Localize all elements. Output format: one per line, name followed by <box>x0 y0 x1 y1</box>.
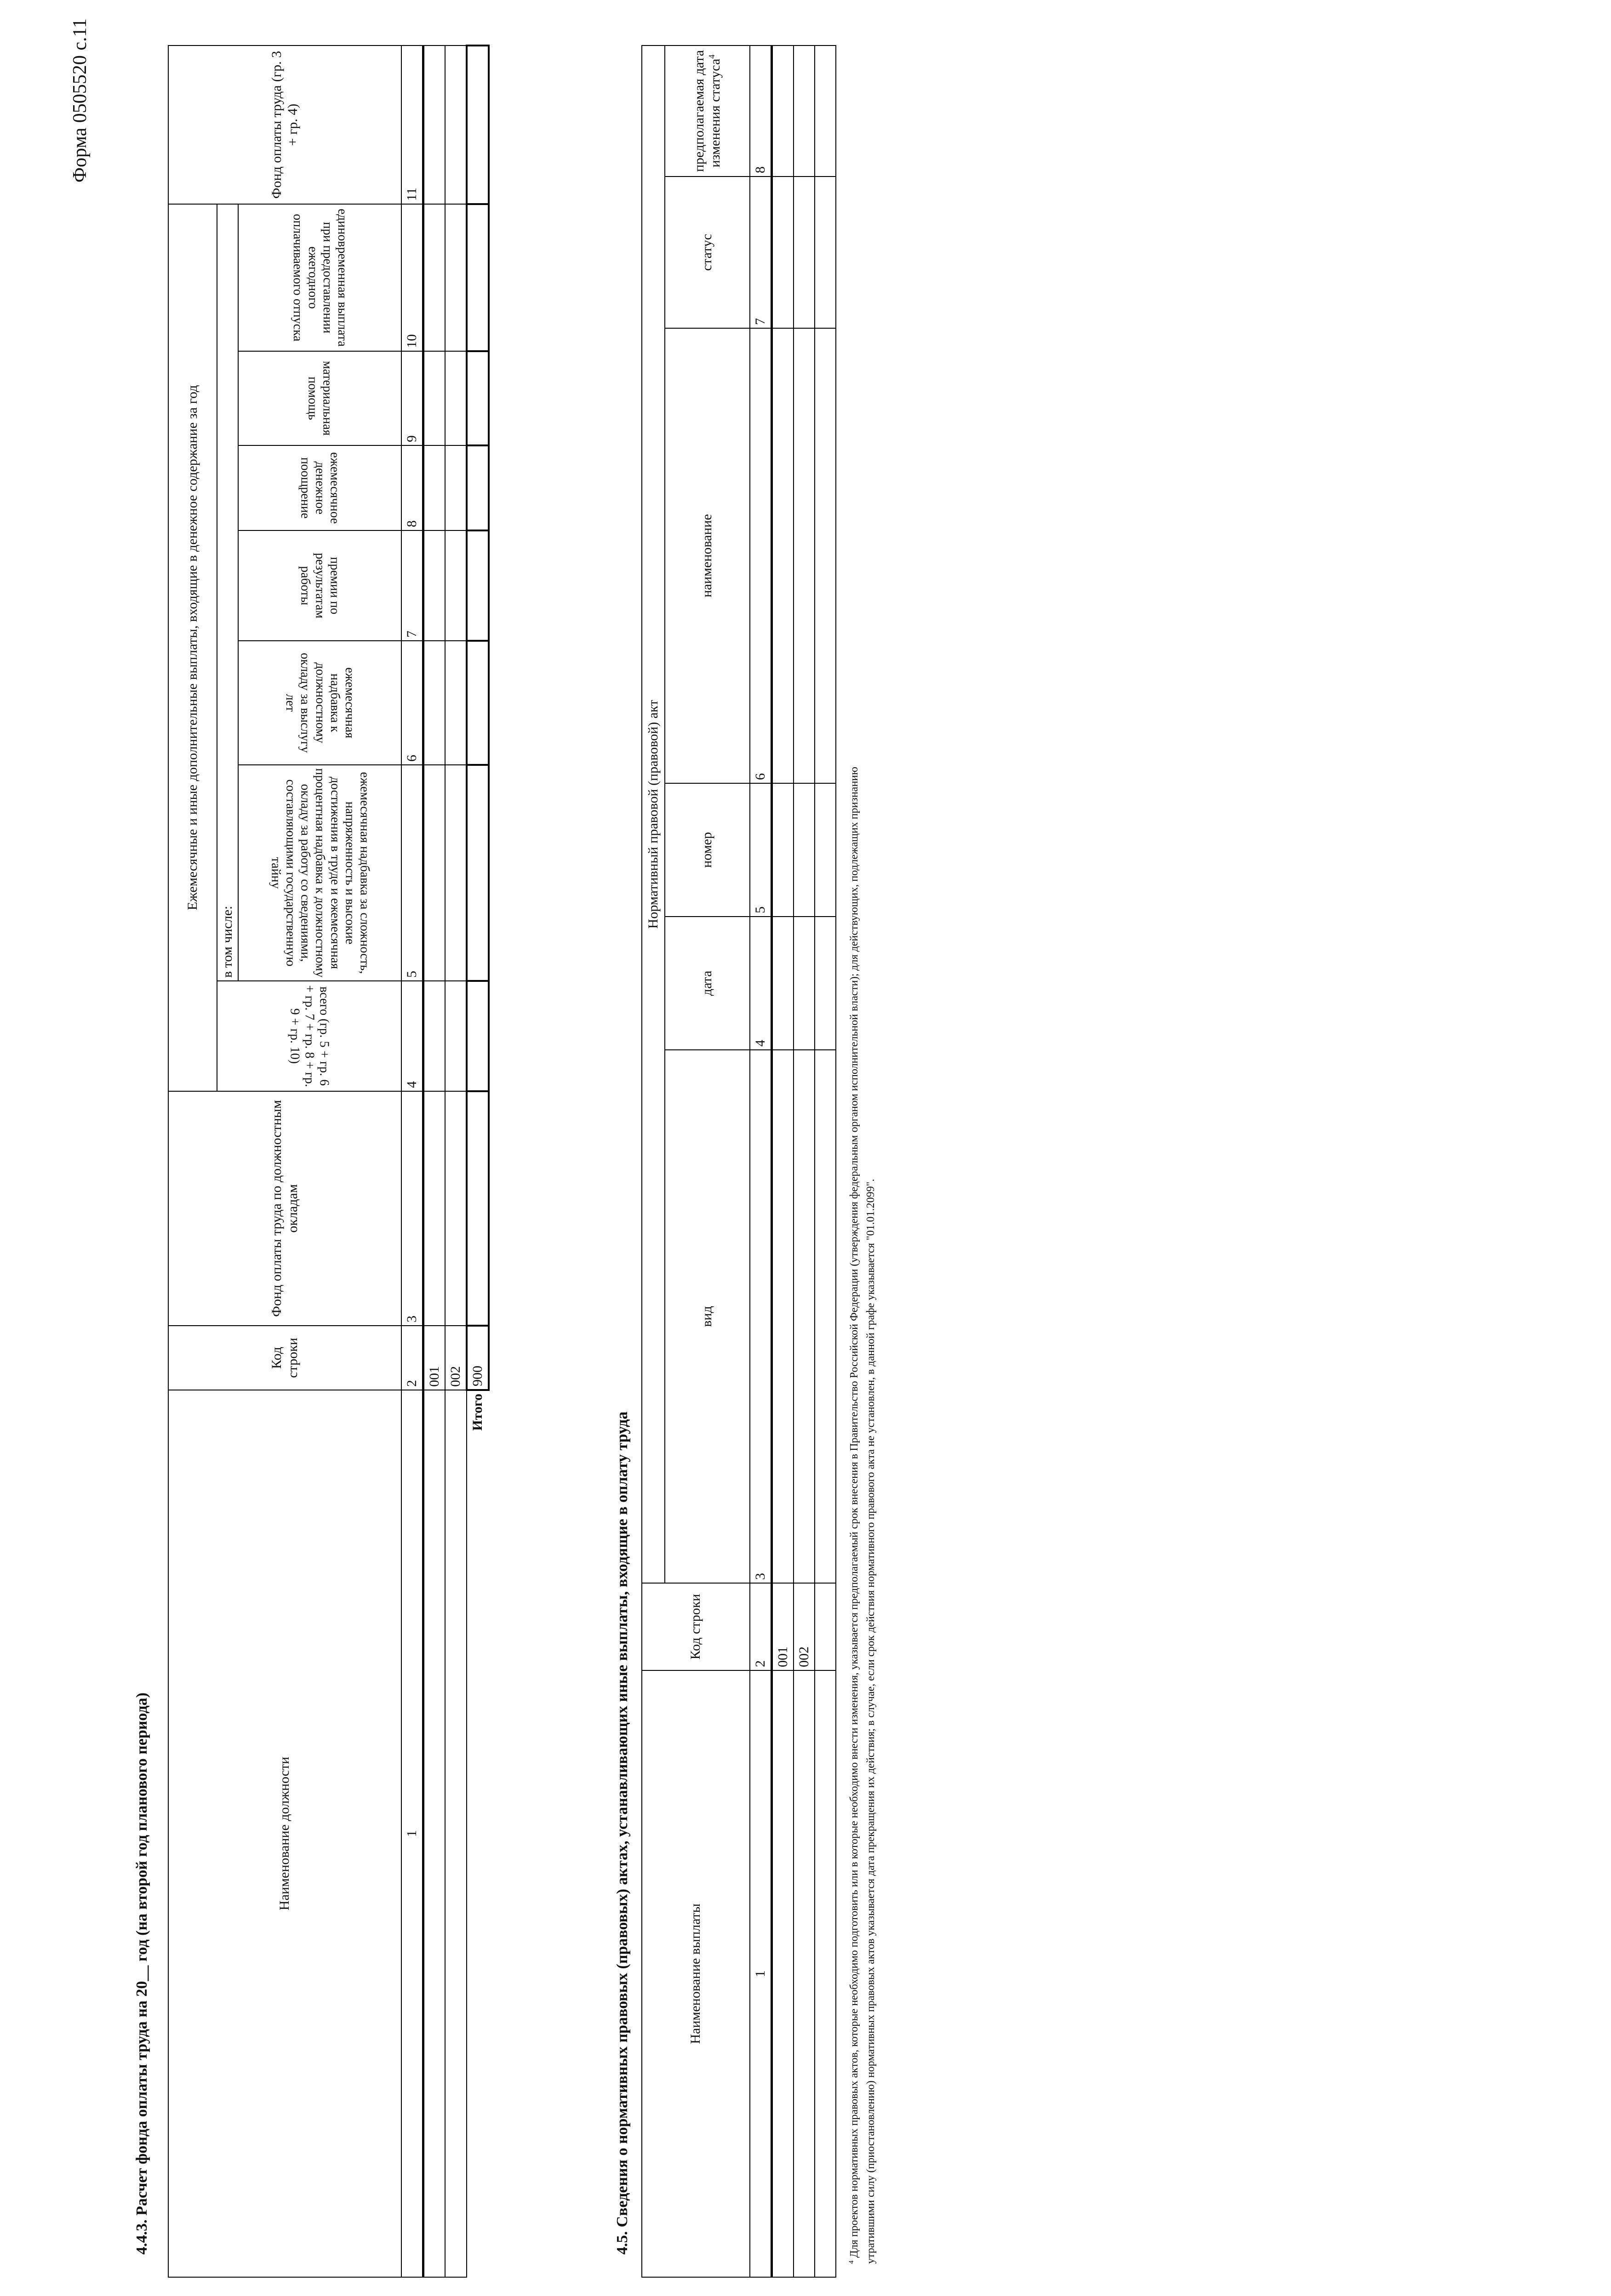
cell[interactable] <box>445 445 467 530</box>
cell[interactable] <box>794 46 815 177</box>
header-row-1 <box>642 46 665 2277</box>
column-numbers-row <box>401 46 423 2277</box>
cell[interactable] <box>423 445 446 530</box>
cell[interactable] <box>445 641 467 765</box>
colnum: 5 <box>401 765 423 981</box>
cell[interactable] <box>445 981 467 1091</box>
colnum: 7 <box>750 177 772 328</box>
footnote-mark: 4 <box>848 2260 855 2264</box>
cell[interactable] <box>794 783 815 917</box>
header-salary-fund-rates: Фонд оплаты труда по должностным окладам <box>168 1091 401 1326</box>
form-code: Форма 0505520 с.11 <box>69 18 91 183</box>
colnum: 4 <box>401 981 423 1091</box>
header-col6-text: ежемесячная надбавка к должностному окладу за выслугу лет <box>283 653 357 753</box>
header-row-code: Код строки <box>642 1583 750 1670</box>
header-row-code: Код строки <box>168 1326 401 1390</box>
cell[interactable] <box>423 641 446 765</box>
colnum: 3 <box>750 1050 772 1583</box>
cell[interactable] <box>467 351 489 445</box>
header-col10-text: единовременная выплата при предоставлении ежегодного оплачиваемого отпуска <box>291 208 349 347</box>
cell-payment-name[interactable] <box>794 1670 815 2277</box>
total-row <box>467 46 489 2277</box>
cell[interactable] <box>794 328 815 783</box>
cell-position[interactable] <box>445 1390 467 2277</box>
colnum: 9 <box>401 351 423 445</box>
header-col8 <box>238 445 401 530</box>
table-row <box>794 46 815 2277</box>
header-col10 <box>238 204 401 351</box>
cell[interactable] <box>445 765 467 981</box>
total-label: Итого <box>470 1394 486 1431</box>
cell[interactable] <box>467 765 489 981</box>
header-number: номер <box>665 783 750 917</box>
colnum: 5 <box>750 783 772 917</box>
cell[interactable] <box>423 46 446 204</box>
colnum: 8 <box>401 445 423 530</box>
header-date: дата <box>665 917 750 1050</box>
header-total-text: всего (гр. 5 + гр. 6 + гр. 7 + гр. 8 + гр. 9 + гр. 10) <box>287 985 331 1087</box>
cell[interactable] <box>445 351 467 445</box>
colnum: 4 <box>750 917 772 1050</box>
cell[interactable] <box>467 641 489 765</box>
cell[interactable] <box>772 177 794 328</box>
header-col5-text: ежемесячная надбавка за сложность, напряженность и высокие достижения в труде и ежемесячная процентная надбавка к должностному окладу за работу со сведениями, составляющими государственную тайну <box>268 768 371 978</box>
cell[interactable] <box>772 917 794 1050</box>
footnote-ref: 4 <box>707 54 716 59</box>
colnum: 10 <box>401 204 423 351</box>
cell[interactable] <box>467 46 489 204</box>
cell[interactable] <box>423 1091 446 1326</box>
header-including: в том числе: <box>217 204 238 981</box>
cell[interactable] <box>815 1670 836 2277</box>
header-position-name: Наименование должности <box>168 1390 401 2277</box>
cell-position[interactable] <box>423 1390 446 2277</box>
cell[interactable] <box>794 177 815 328</box>
header-status-change-date <box>665 46 750 177</box>
header-status: статус <box>665 177 750 328</box>
header-payment-name: Наименование выплаты <box>642 1670 750 2277</box>
cell[interactable] <box>815 783 836 917</box>
footnote-text-2: утратившими силу (приостановлению) нормативных правовых актов указывается дата прекращения их действия; в случае, если срок действия нормативного правового акта не установлен, в данной графе указывается "01.01.2099". <box>865 1179 877 2264</box>
colnum: 8 <box>750 46 772 177</box>
cell-payment-name[interactable] <box>772 1670 794 2277</box>
header-col7 <box>238 530 401 641</box>
header-col7-text: премии по результатам работы <box>298 553 342 619</box>
header-row-1 <box>168 46 217 2277</box>
header-name: наименование <box>665 328 750 783</box>
cell[interactable] <box>423 981 446 1091</box>
cell-row-code: 002 <box>445 1326 467 1390</box>
cell-row-code: 002 <box>794 1583 815 1670</box>
header-monthly-group: Ежемесячные и иные дополнительные выплаты, входящие в денежное содержание за год <box>168 204 217 1091</box>
cell[interactable] <box>445 1091 467 1326</box>
cell[interactable] <box>772 46 794 177</box>
footnote-line-2 <box>863 57 879 2264</box>
header-total <box>217 981 401 1091</box>
table-row <box>445 46 467 2277</box>
cell[interactable] <box>423 765 446 981</box>
header-act-group: Нормативный правовой (правовой) акт <box>642 46 665 1583</box>
header-col9-text: материальная помощь <box>305 361 335 436</box>
cell[interactable] <box>445 204 467 351</box>
footnote <box>846 57 879 2264</box>
colnum: 6 <box>401 641 423 765</box>
cell[interactable] <box>423 204 446 351</box>
header-col8-text: ежемесячное денежное поощрение <box>298 452 342 524</box>
footnote-line-1 <box>846 57 863 2264</box>
header-status-change-date-text: предполагаемая дата изменения статуса <box>691 50 723 172</box>
cell[interactable] <box>815 328 836 783</box>
cell[interactable] <box>467 1091 489 1326</box>
cell[interactable] <box>815 1050 836 1583</box>
footnote-text-1: Для проектов нормативных правовых актов, которые необходимо подготовить или в которые необходимо внести изменения, указывается предполагаемый срок внесения в Правительство Российской Федерации (утверждения федеральным органом исполнительной власти); для действующих, подлежащих признанию <box>848 767 860 2258</box>
cell[interactable] <box>423 530 446 641</box>
colnum: 6 <box>750 328 772 783</box>
cell[interactable] <box>772 783 794 917</box>
colnum: 2 <box>750 1583 772 1670</box>
cell[interactable] <box>815 1583 836 1670</box>
cell[interactable] <box>467 445 489 530</box>
cell[interactable] <box>445 46 467 204</box>
colnum: 2 <box>401 1326 423 1390</box>
cell[interactable] <box>794 917 815 1050</box>
cell[interactable] <box>467 530 489 641</box>
section1-title: 4.4.3. Расчет фонда оплаты труда на 20__ год (на второй год планового периода) <box>133 1692 150 2255</box>
table-row <box>423 46 446 2277</box>
cell[interactable] <box>815 917 836 1050</box>
cell[interactable] <box>772 1050 794 1583</box>
column-numbers-row <box>750 46 772 2277</box>
colnum: 11 <box>401 46 423 204</box>
section2-title: 4.5. Сведения о нормативных правовых (правовых) актах, устанавливающих иные выплаты, входящие в оплату труда <box>614 1411 631 2255</box>
total-code: 900 <box>467 1326 489 1390</box>
cell[interactable] <box>772 328 794 783</box>
cell[interactable] <box>815 177 836 328</box>
cell[interactable] <box>445 530 467 641</box>
salary-fund-table <box>168 45 490 2278</box>
table-row <box>772 46 794 2277</box>
header-col5 <box>238 765 401 981</box>
table-row-empty <box>815 46 836 2277</box>
header-fund-total: Фонд оплаты труда (гр. 3 + гр. 4) <box>168 46 401 204</box>
legal-acts-table <box>641 45 836 2278</box>
cell[interactable] <box>815 46 836 177</box>
cell[interactable] <box>423 351 446 445</box>
colnum: 1 <box>401 1390 423 2277</box>
colnum: 3 <box>401 1091 423 1326</box>
colnum: 1 <box>750 1670 772 2277</box>
cell-row-code: 001 <box>423 1326 446 1390</box>
cell[interactable] <box>467 981 489 1091</box>
header-col6 <box>238 641 401 765</box>
header-col9 <box>238 351 401 445</box>
cell[interactable] <box>794 1050 815 1583</box>
colnum: 7 <box>401 530 423 641</box>
cell-row-code: 001 <box>772 1583 794 1670</box>
cell[interactable] <box>467 204 489 351</box>
header-kind: вид <box>665 1050 750 1583</box>
